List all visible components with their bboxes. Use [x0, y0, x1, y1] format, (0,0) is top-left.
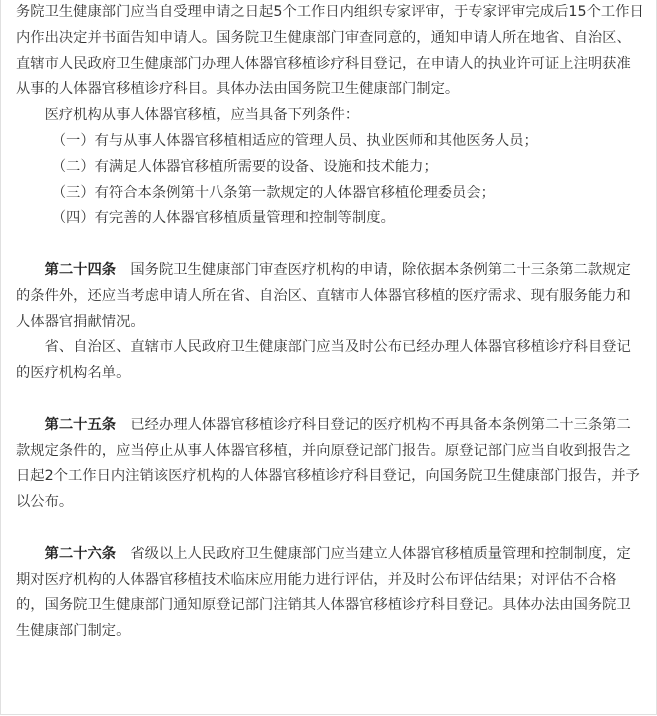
paragraph-gap [16, 232, 644, 258]
article-26-number: 第二十六条 [44, 545, 117, 562]
paragraph-gap [16, 387, 644, 413]
article-24-extra-paragraph: 省、自治区、直辖市人民政府卫生健康部门应当及时公布已经办理人体器官移植诊疗科目登记的医疗机构名单。 [16, 339, 631, 382]
article-24-paragraph [16, 258, 644, 335]
article-24-number: 第二十四条 [44, 261, 117, 278]
intro-continuation-paragraph: 务院卫生健康部门应当自受理申请之日起5个工作日内组织专家评审，于专家评审完成后15个工作日内作出决定并书面告知申请人。国务院卫生健康部门审查同意的，通知申请人所在地省、自治区、直辖市人民政府卫生健康部门办理人体器官移植诊疗科目登记，在申请人的执业许可证上注明获准从事的人体器官移植诊疗科目。具体办法由国务院卫生健康部门制定。 [16, 4, 644, 98]
article-24-text: 国务院卫生健康部门审查医疗机构的申请，除依据本条例第二十三条第二款规定的条件外，还应当考虑申请人所在省、自治区、直辖市人体器官移植的医疗需求、现有服务能力和人体器官捐献情况。 [16, 261, 631, 330]
condition-item-1: （一）有与从事人体器官移植相适应的管理人员、执业医师和其他医务人员； [51, 132, 538, 149]
condition-item-2: （二）有满足人体器官移植所需要的设备、设施和技术能力； [51, 158, 438, 175]
article-25-number: 第二十五条 [44, 416, 117, 433]
article-26-text: 省级以上人民政府卫生健康部门应当建立人体器官移植质量管理和控制制度，定期对医疗机构的人体器官移植技术临床应用能力进行评估，并及时公布评估结果；对评估不合格的，国务院卫生健康部门通知原登记部门注销其人体器官移植诊疗科目登记。具体办法由国务院卫生健康部门制定。 [16, 545, 631, 640]
conditions-intro: 医疗机构从事人体器官移植，应当具备下列条件： [44, 107, 360, 124]
condition-item-3: （三）有符合本条例第十八条第一款规定的人体器官移植伦理委员会； [51, 184, 495, 201]
article-26-paragraph [16, 542, 644, 645]
document-body [16, 0, 644, 645]
condition-item-4: （四）有完善的人体器官移植质量管理和控制等制度。 [51, 210, 395, 227]
article-25-text: 已经办理人体器官移植诊疗科目登记的医疗机构不再具备本条例第二十三条第二款规定条件的，应当停止从事人体器官移植，并向原登记部门报告。原登记部门应当自收到报告之日起2个工作日内注销该医疗机构的人体器官移植诊疗科目登记，向国务院卫生健康部门报告，并予以公布。 [16, 416, 640, 511]
paragraph-gap [16, 516, 644, 542]
article-25-paragraph [16, 413, 644, 516]
